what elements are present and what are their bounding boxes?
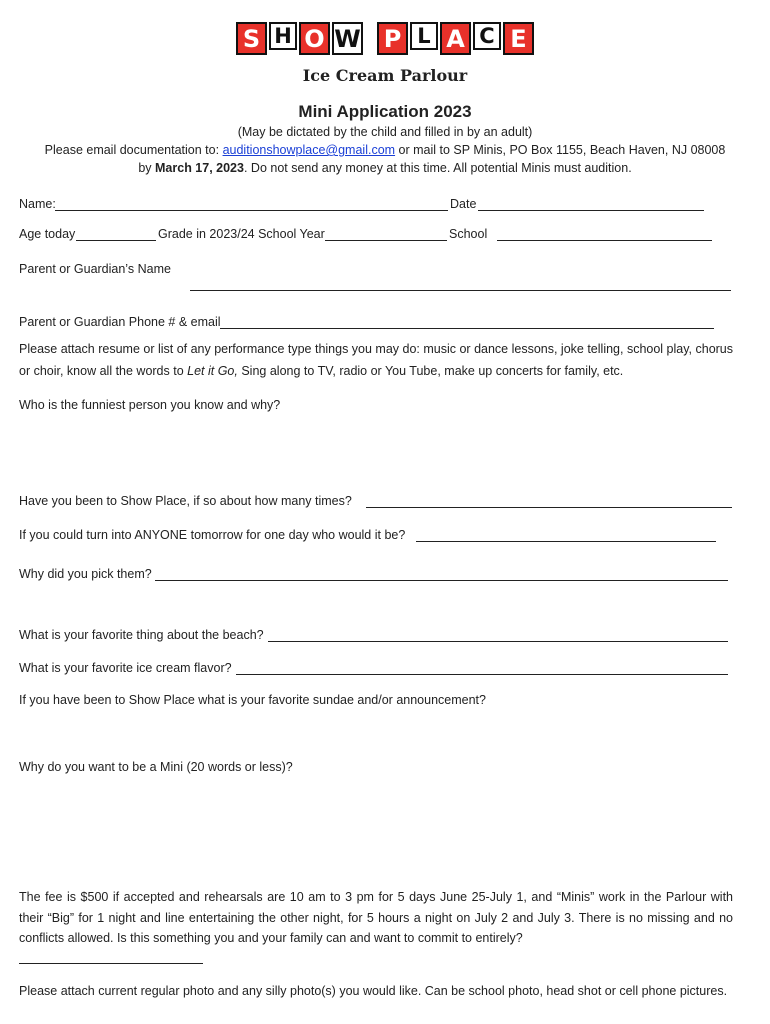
logo-letter: S [236, 22, 267, 55]
logo-letter: H [269, 22, 297, 50]
resume-instructions-1: Please attach resume or list of any performance type things you may do: music or dance lessons, joke telling, school play, chorus [19, 342, 734, 356]
logo-word-place [377, 22, 534, 55]
photo-instructions: Please attach current regular photo and any silly photo(s) you would like. Can be school photo, head shot or cell phone pictures. [19, 984, 728, 998]
resume-post: Sing along to TV, radio or You Tube, make up concerts for family, etc. [237, 364, 624, 378]
logo-letter: L [410, 22, 438, 50]
guardian-phone-field[interactable] [220, 328, 714, 329]
name-label: Name: [19, 197, 56, 211]
guardian-name-field[interactable] [190, 290, 731, 291]
school-field[interactable] [497, 240, 712, 241]
resume-pre: or choir, know all the words to [19, 364, 188, 378]
age-field[interactable] [76, 240, 156, 241]
guardian-name-label: Parent or Guardian’s Name [19, 262, 171, 276]
logo-letter: P [377, 22, 408, 55]
email-link[interactable]: auditionshowplace@gmail.com [222, 143, 396, 157]
instructions-pre: Please email documentation to: [44, 143, 223, 157]
dictation-note: (May be dictated by the child and filled in by an adult) [237, 125, 533, 139]
deadline-post: . Do not send any money at this time. All potential Minis must audition. [243, 161, 632, 175]
fee-commit-field[interactable] [19, 963, 203, 964]
grade-label: Grade in 2023/24 School Year [158, 227, 325, 241]
resume-instructions-2 [19, 364, 623, 378]
grade-field[interactable] [325, 240, 447, 241]
logo-letter: O [299, 22, 330, 55]
question-why-pick: Why did you pick them? [19, 567, 152, 581]
instructions-post: or mail to SP Minis, PO Box 1155, Beach Haven, NJ 08008 [395, 143, 726, 157]
date-field[interactable] [478, 210, 704, 211]
deadline-by: by [138, 161, 156, 175]
resume-song: Let it Go, [187, 364, 238, 378]
question-why-mini: Why do you want to be a Mini (20 words or less)? [19, 760, 293, 774]
fee-paragraph: The fee is $500 if accepted and rehearsals are 10 am to 3 pm for 5 days June 25-July 1, and “Minis” work in the Parlour with their “Big” for 1 night and line entertaining the other night, for 5 hours a night on July 2 and July 3. There is no missing and no conflicts allowed. Is this something you and your family can and want to commit to entirely? [19, 890, 733, 945]
deadline-date: March 17, 2023 [155, 161, 244, 175]
instructions-line [0, 143, 770, 157]
logo-letter: W [332, 22, 363, 55]
date-label: Date [450, 197, 477, 211]
page-title: Mini Application 2023 [298, 102, 472, 121]
school-label: School [449, 227, 488, 241]
answer-been-field[interactable] [366, 507, 732, 508]
question-flavor: What is your favorite ice cream flavor? [19, 661, 232, 675]
answer-anyone-field[interactable] [416, 541, 716, 542]
question-been: Have you been to Show Place, if so about how many times? [19, 494, 352, 508]
deadline-line [0, 161, 770, 175]
question-beach: What is your favorite thing about the beach? [19, 628, 264, 642]
answer-beach-field[interactable] [268, 641, 728, 642]
question-sundae: If you have been to Show Place what is your favorite sundae and/or announcement? [19, 693, 486, 707]
question-funniest: Who is the funniest person you know and why? [19, 398, 281, 412]
logo-letter: A [440, 22, 471, 55]
age-label: Age today [19, 227, 76, 241]
name-field[interactable] [55, 210, 448, 211]
logo-word-show [236, 22, 363, 55]
show-place-logo [0, 22, 770, 55]
question-anyone: If you could turn into ANYONE tomorrow for one day who would it be? [19, 528, 406, 542]
guardian-phone-label: Parent or Guardian Phone # & email [19, 315, 221, 329]
answer-why-pick-field[interactable] [155, 580, 728, 581]
logo-letter: E [503, 22, 534, 55]
logo-subtitle: Ice Cream Parlour [302, 66, 468, 85]
answer-flavor-field[interactable] [236, 674, 728, 675]
logo-letter: C [473, 22, 501, 50]
